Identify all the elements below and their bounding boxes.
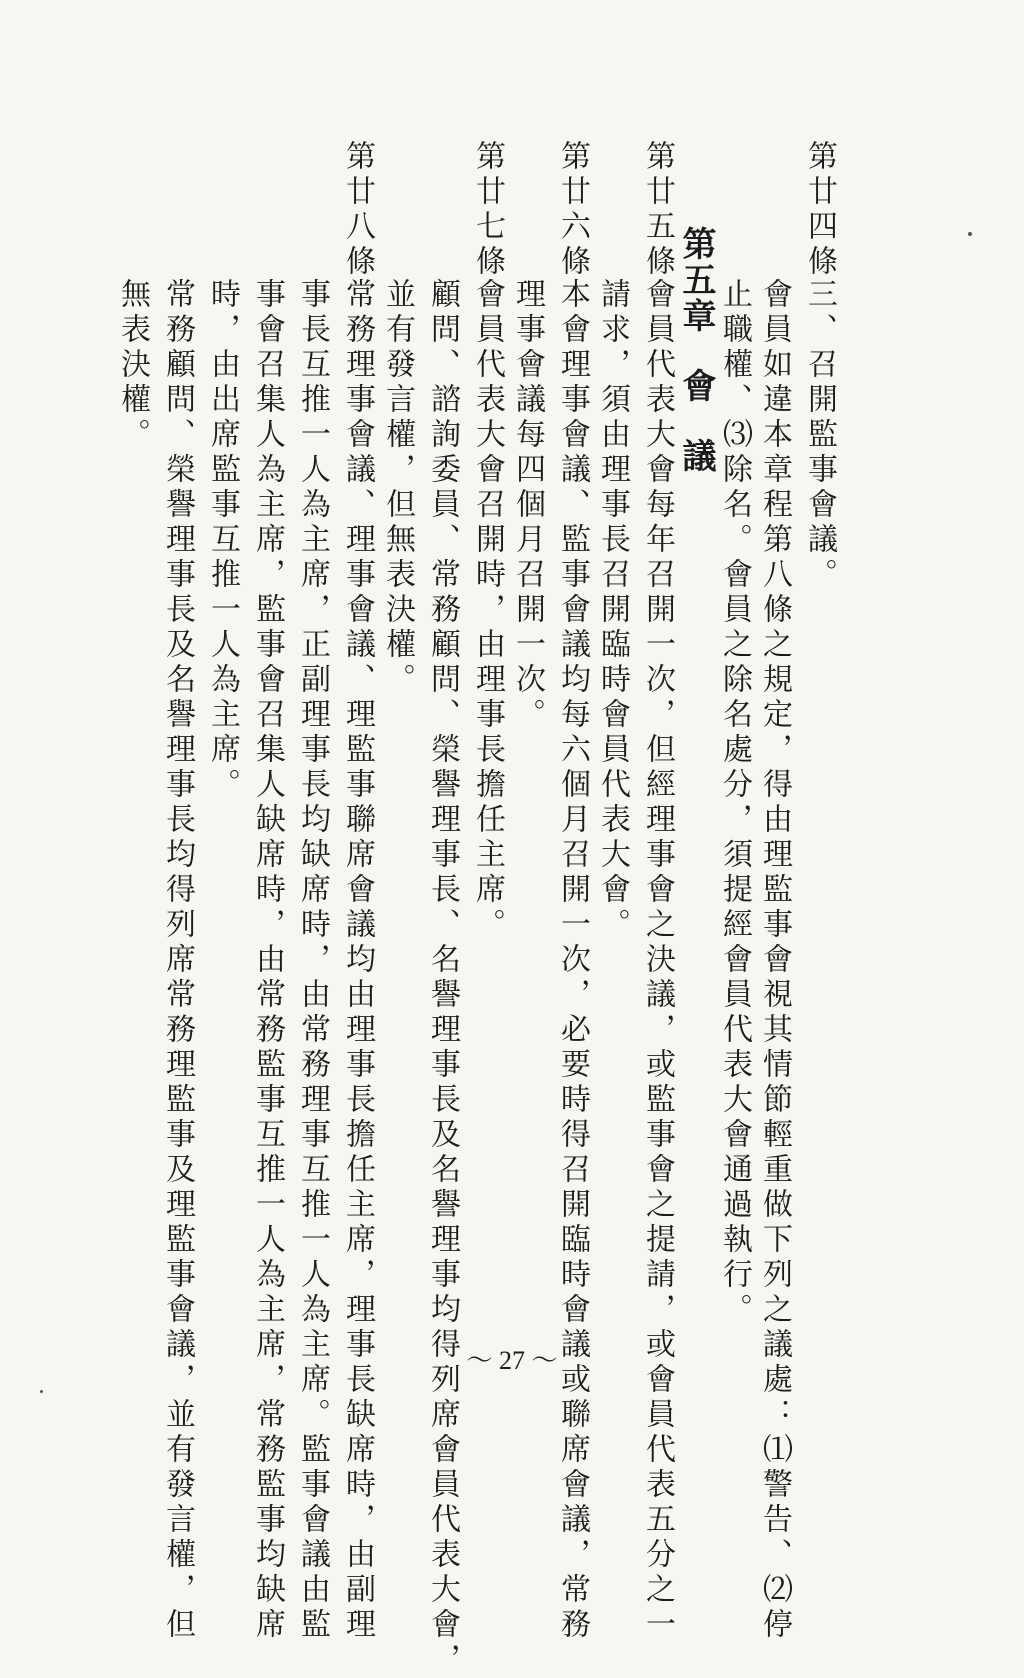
article-28-label: 第廿八條 [340,140,375,280]
article-24-line-3: 止職權、⑶除名。會員之除名處分，須提經會員代表大會通過執行。 [717,278,752,1328]
scan-speck [40,1390,43,1393]
article-24-line-2: 會員如違本章程第八條之規定，得由理監事會視其情節輕重做下列之議處：⑴警告、⑵停 [757,278,792,1643]
article-28-line-5: 常務顧問、榮譽理事長及名譽理事長均得列席常務理監事及理監事會議，並有發言權，但 [160,278,195,1643]
chapter-5-title-2: 議 [676,438,716,474]
article-28-line-3: 事會召集人為主席，監事會召集人缺席時，由常務監事互推一人為主席，常務監事均缺席 [250,278,285,1643]
article-25-line-1: 會員代表大會每年召開一次，但經理事會之決議，或監事會之提請，或會員代表五分之一 [640,278,675,1643]
article-25-label: 第廿五條 [640,140,675,280]
page-number: ～ 27 ～ [466,1346,558,1375]
article-26-line-1: 本會理事會議、監事會議均每六個月召開一次，必要時得召開臨時會議或聯席會議，常務 [555,278,590,1643]
article-27-label: 第廿七條 [470,140,505,280]
scan-speck [968,232,972,236]
chapter-5-title-1: 會 [676,368,716,404]
article-26-label: 第廿六條 [555,140,590,280]
article-28-line-2: 事長互推一人為主席，正副理事長均缺席時，由常務理事互推一人為主席。監事會議由監 [295,278,330,1643]
article-28-line-4: 時，由出席監事互推一人為主席。 [205,278,240,803]
article-28-line-1: 常務理事會議、理事會議、理監事聯席會議均由理事長擔任主席，理事長缺席時，由副理 [340,278,375,1643]
article-26-line-2: 理事會議每四個月召開一次。 [510,278,545,733]
article-27-line-2: 顧問、諮詢委員、常務顧問、榮譽理事長、名譽理事長及名譽理事均得列席會員代表大會， [425,278,460,1678]
article-24-label: 第廿四條 [802,140,837,280]
chapter-5-number: 第五章 [676,226,716,334]
article-28-line-6: 無表決權。 [115,278,150,453]
article-24-line-1: 三、召開監事會議。 [802,278,837,593]
article-27-line-1: 會員代表大會召開時，由理事長擔任主席。 [470,278,505,943]
article-25-line-2: 請求，須由理事長召開臨時會員代表大會。 [595,278,630,943]
article-27-line-3: 並有發言權，但無表決權。 [380,278,415,698]
chapter-5-heading [672,226,721,474]
